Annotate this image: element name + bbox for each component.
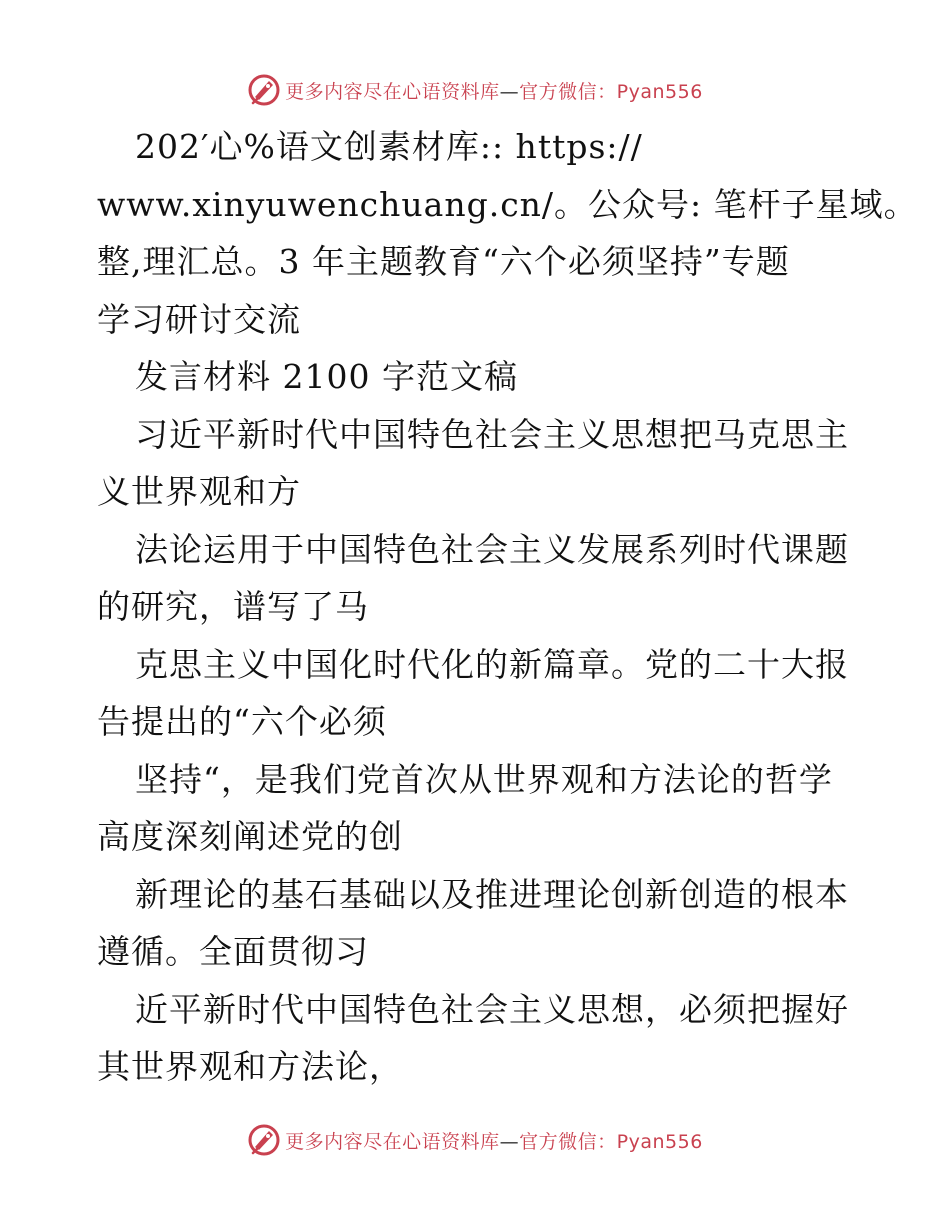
body-line: 学习研讨交流	[97, 299, 301, 339]
body-line: 习近平新时代中国特色社会主义思想把马克思主	[135, 414, 849, 454]
body-line: 高度深刻阐述党的创	[97, 817, 403, 856]
body-line: 告提出的“六个必须	[97, 702, 387, 741]
header-banner	[0, 72, 950, 108]
body-line: 其世界观和方法论，	[97, 1047, 403, 1086]
body-line: 近平新时代中国特色社会主义思想，必须把握好	[135, 989, 849, 1029]
body-line: 克思主义中国化时代化的新篇章。党的二十大报	[135, 644, 849, 684]
body-line: 遵循。全面贯彻习	[97, 932, 369, 971]
body-line: 义世界观和方	[97, 472, 301, 511]
body-line: 法论运用于中国特色社会主义发展系列时代课题	[135, 529, 849, 569]
document-body	[97, 118, 918, 1096]
body-line: www.xinyuwenchuang.cn/。公众号: 笔杆子星域。	[97, 184, 918, 224]
pen-nib-logo-icon	[247, 1123, 281, 1157]
body-line: 坚持“，是我们党首次从世界观和方法论的哲学	[135, 759, 833, 799]
footer-banner	[0, 1122, 950, 1158]
body-line: 的研究，谱写了马	[97, 587, 369, 626]
footer-banner-text: 更多内容尽在心语资料库—官方微信：Pyan556	[285, 1130, 703, 1153]
body-line: 202′心%语文创素材库:: https://	[135, 127, 643, 166]
header-banner-text: 更多内容尽在心语资料库—官方微信：Pyan556	[285, 80, 703, 103]
body-line: 发言材料 2100 字范文稿	[135, 357, 518, 396]
body-line: 新理论的基石基础以及推进理论创新创造的根本	[135, 874, 849, 914]
pen-nib-logo-icon	[247, 73, 281, 107]
body-line: 整,理汇总。3 年主题教育“六个必须坚持”专题	[97, 242, 790, 281]
